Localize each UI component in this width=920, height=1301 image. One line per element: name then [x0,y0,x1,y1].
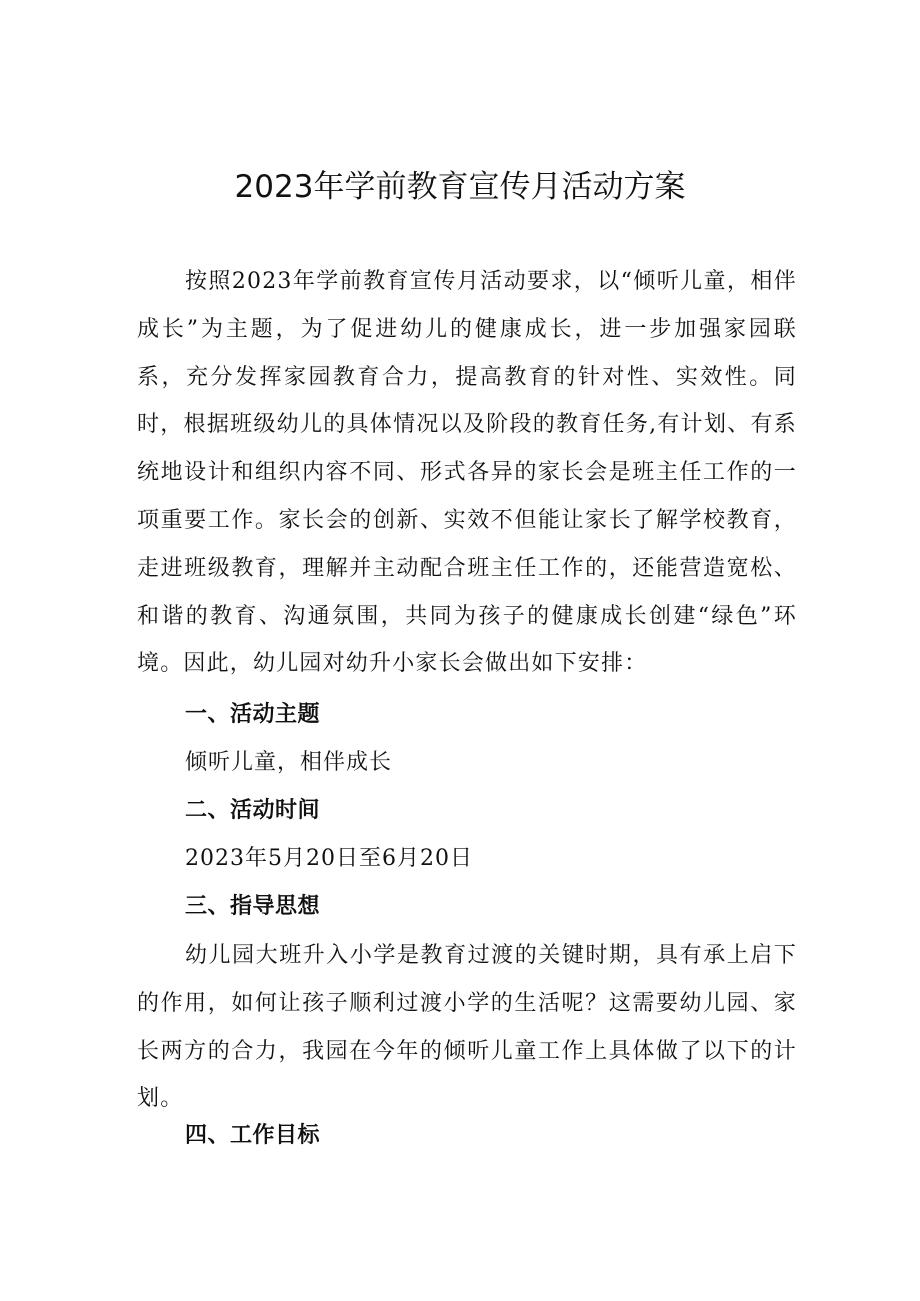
intro-paragraph: 按照2023年学前教育宣传月活动要求，以“倾听儿童，相伴成长”为主题，为了促进幼儿的健康成长，进一步加强家园联系，充分发挥家园教育合力，提高教育的针对性、实效性。同时，根据班级幼儿的具体情况以及阶段的教育任务,有计划、有系统地设计和组织内容不同、形式各异的家长会是班主任工作的一项重要工作。家长会的创新、实效不但能让家长了解学校教育，走进班级教育，理解并主动配合班主任工作的，还能营造宽松、和谐的教育、沟通氛围，共同为孩子的健康成长创建“绿色”环境。因此，幼儿园对幼升小家长会做出如下安排： [137,269,797,677]
document-title: 2023年学前教育宣传月活动方案 [234,169,686,205]
section-content-time: 2023年5月20日至6月20日 [185,846,473,871]
section-heading-work-goals: 四、工作目标 [185,1123,321,1148]
section-content-theme: 倾听儿童，相伴成长 [185,750,393,775]
section-heading-time: 二、活动时间 [185,798,321,823]
section-content-guiding-ideology: 幼儿园大班升入小学是教育过渡的关键时期，具有承上启下的作用，如何让孩子顺利过渡小学的生活呢？这需要幼儿园、家长两方的合力，我园在今年的倾听儿童工作上具体做了以下的计划。 [137,943,797,1112]
section-heading-theme: 一、活动主题 [185,702,321,727]
section-heading-guiding-ideology: 三、指导思想 [185,894,321,919]
